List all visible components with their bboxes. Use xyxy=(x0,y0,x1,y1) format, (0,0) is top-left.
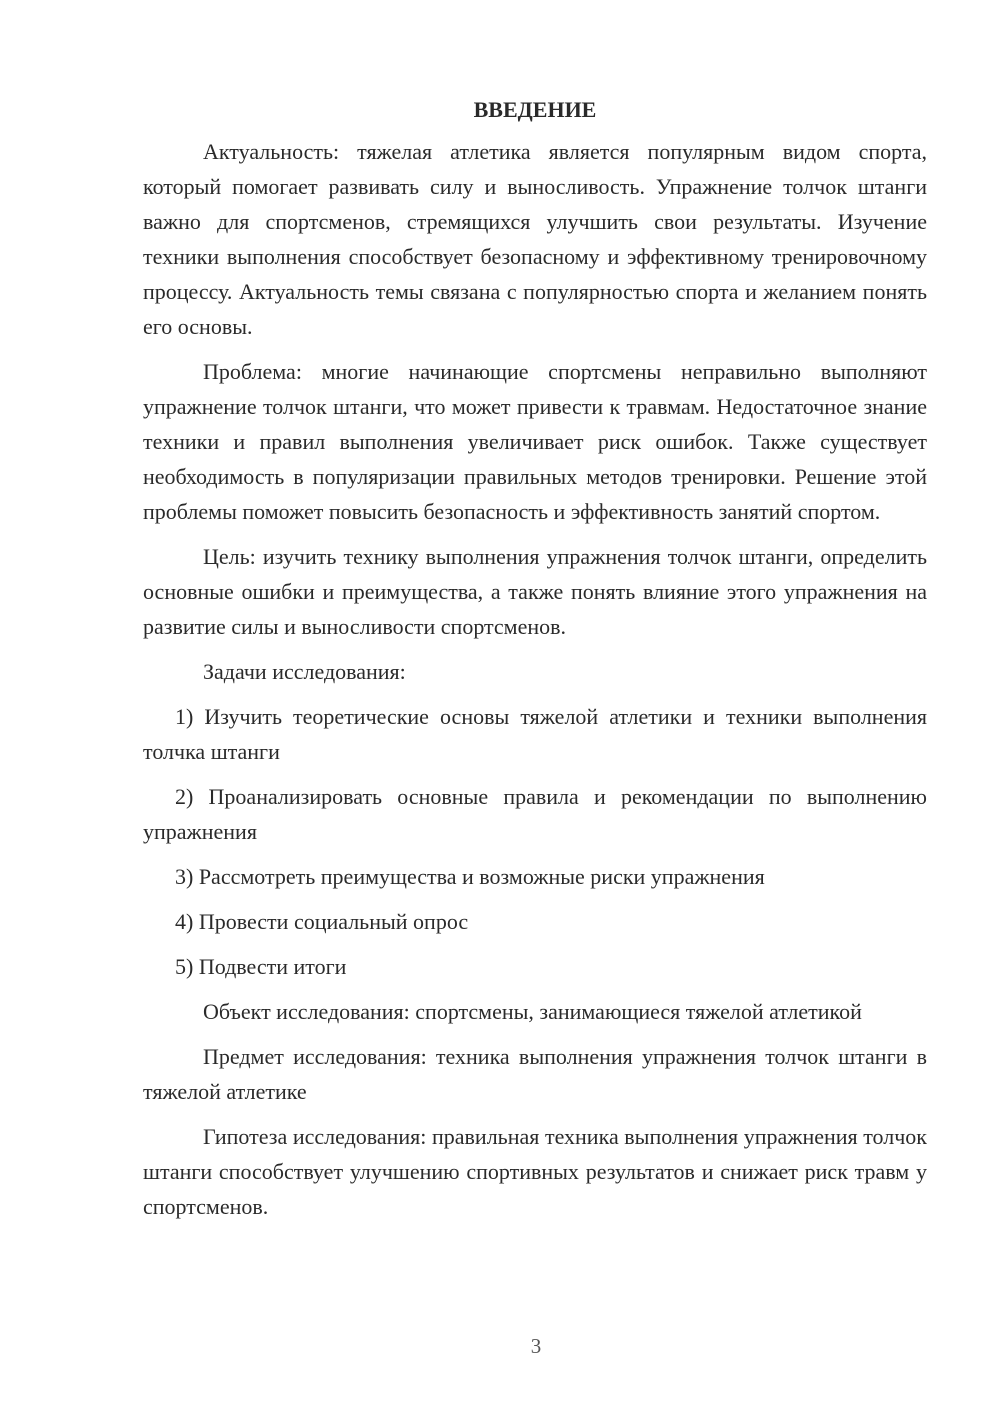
paragraph-tasks-title: Задачи исследования: xyxy=(203,659,406,684)
task-item-5: 5) Подвести итоги xyxy=(175,954,347,979)
page-number: 3 xyxy=(530,1334,542,1358)
task-item-4: 4) Провести социальный опрос xyxy=(175,909,469,934)
task-item-2: 2) Проанализировать основные правила и рекомендации по выполнению упражнения xyxy=(143,784,927,844)
section-heading: ВВЕДЕНИЕ xyxy=(473,97,597,122)
paragraph-problem: Проблема: многие начинающие спортсмены неправильно выполняют упражнение толчок штанги, что может привести к травмам. Недостаточное знание техники и правил выполнения увеличивает риск ошибок. Также существует необходимость в популяризации правильных методов тренировки. Решение этой проблемы поможет повысить безопасность и эффективность занятий спортом. xyxy=(143,359,927,524)
paragraph-object: Объект исследования: спортсмены, занимающиеся тяжелой атлетикой xyxy=(203,999,862,1024)
task-item-1: 1) Изучить теоретические основы тяжелой атлетики и техники выполнения толчка штанги xyxy=(143,704,927,764)
paragraph-relevance: Актуальность: тяжелая атлетика является популярным видом спорта, который помогает развивать силу и выносливость. Упражнение толчок штанги важно для спортсменов, стремящихся улучшить свои результаты. Изучение техники выполнения способствует безопасному и эффективному тренировочному процессу. Актуальность темы связана с популярностью спорта и желанием понять его основы. xyxy=(143,139,927,339)
task-item-3: 3) Рассмотреть преимущества и возможные риски упражнения xyxy=(175,864,765,889)
document-page xyxy=(143,96,927,1234)
paragraph-hypothesis: Гипотеза исследования: правильная техника выполнения упражнения толчок штанги способствует улучшению спортивных результатов и снижает риск травм у спортсменов. xyxy=(143,1124,927,1219)
paragraph-goal: Цель: изучить технику выполнения упражнения толчок штанги, определить основные ошибки и преимущества, а также понять влияние этого упражнения на развитие силы и выносливости спортсменов. xyxy=(143,544,927,639)
paragraph-subject: Предмет исследования: техника выполнения упражнения толчок штанги в тяжелой атлетике xyxy=(143,1044,927,1104)
